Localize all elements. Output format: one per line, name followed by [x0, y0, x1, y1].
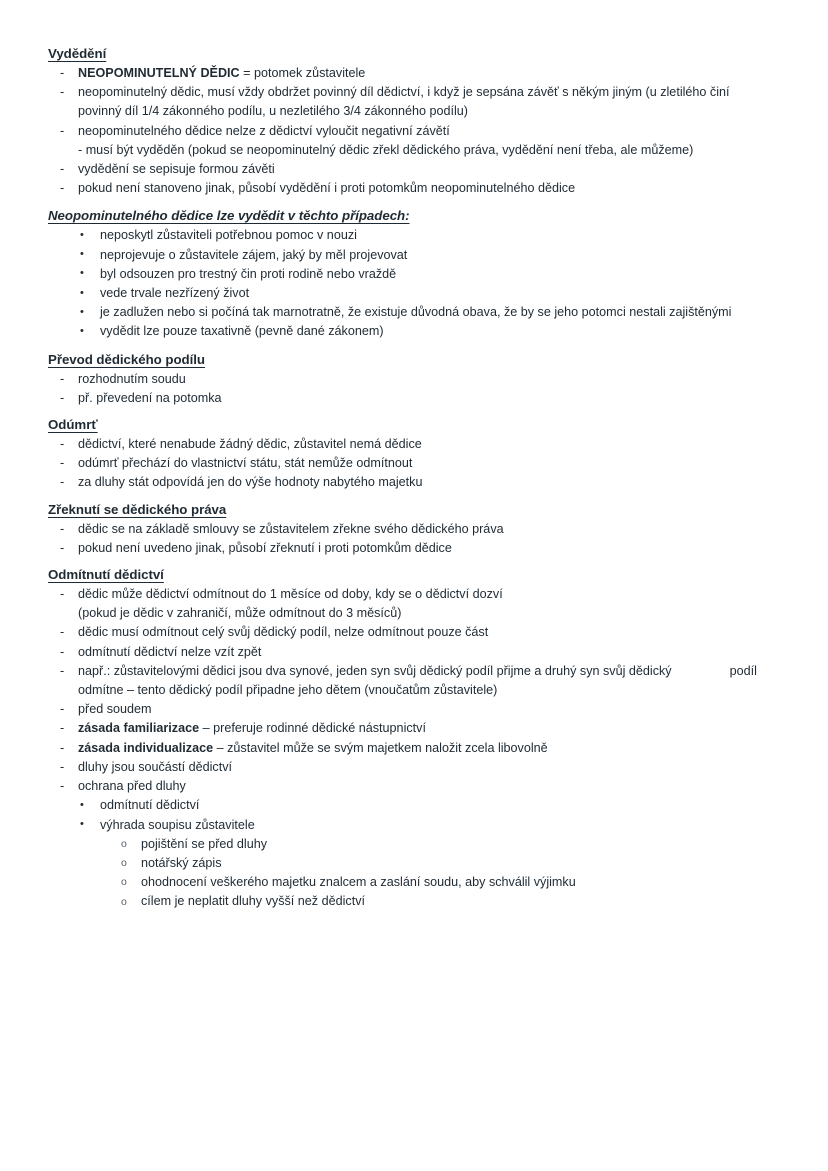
- list-item: [111, 835, 784, 854]
- list-item-text: [78, 739, 784, 758]
- list-item-rest: – zůstavitel může se svým majetkem naložit zcela libovolně: [213, 740, 548, 755]
- list-item-text: ohodnocení veškerého majetku znalcem a zaslání soudu, aby schválil výjimku: [141, 875, 576, 890]
- list-item-text: neprojevuje o zůstavitele zájem, jaký by měl projevovat: [100, 247, 408, 262]
- dash-marker: -: [60, 475, 65, 490]
- dash-marker: -: [60, 181, 65, 196]
- list-item-text: dědic se na základě smlouvy se zůstavitelem zřekne svého dědického práva: [78, 521, 504, 536]
- list-item: [48, 454, 784, 473]
- bullet-marker: •: [80, 798, 84, 811]
- dash-marker: -: [60, 456, 65, 471]
- list-item-text: rozhodnutím soudu: [78, 371, 186, 386]
- list-item-text: cílem je neplatit dluhy vyšší než dědictví: [141, 894, 365, 909]
- dash-marker: -: [60, 740, 65, 755]
- list-item-text: dluhy jsou součástí dědictví: [78, 759, 233, 774]
- list-item-text: odmítnutí dědictví nelze vzít zpět: [78, 644, 262, 659]
- list-prevod-podilu: [48, 370, 784, 408]
- list-item: [48, 389, 784, 408]
- circle-marker: o: [121, 838, 127, 850]
- dash-marker: -: [60, 123, 65, 138]
- section-heading-duvody-vydedeni: Neopominutelného dědice lze vydědit v těchto případech:: [48, 208, 410, 224]
- list-item: [48, 370, 784, 389]
- list-item-text: pojištění se před dluhy: [141, 836, 268, 851]
- bullet-marker: •: [80, 324, 84, 337]
- list-item: [48, 179, 784, 198]
- list-item-text-trailing: podíl: [729, 663, 757, 678]
- section-heading-odmitnuti-dedictvi: Odmítnutí dědictví: [48, 567, 164, 583]
- list-duvody-vydedeni: [48, 226, 784, 341]
- dash-marker: -: [60, 587, 65, 602]
- list-item-continuation: (pokud je dědic v zahraničí, může odmítnout do 3 měsíců): [78, 606, 402, 621]
- list-item-text: dědic musí odmítnout celý svůj dědický podíl, nelze odmítnout pouze část: [78, 625, 489, 640]
- bullet-marker: •: [80, 248, 84, 261]
- list-item-text: ochrana před dluhy: [78, 779, 186, 794]
- list-item: [70, 303, 784, 322]
- list-vydedeni: [48, 64, 784, 198]
- section-duvody-vydedeni: [48, 206, 784, 341]
- list-odumrt: [48, 435, 784, 493]
- list-item-text: [78, 719, 784, 738]
- list-item-text: je zadlužen nebo si počíná tak marnotratně, že existuje důvodná obava, že by se jeho potomci nestali zajištěnými: [100, 305, 732, 320]
- list-item: [111, 873, 784, 892]
- dash-marker: -: [60, 390, 65, 405]
- list-item-text: př. převedení na potomka: [78, 390, 222, 405]
- bold-term: NEOPOMINUTELNÝ DĚDIC: [78, 66, 240, 80]
- dash-marker: -: [60, 759, 65, 774]
- bullet-marker: •: [80, 228, 84, 241]
- list-item: [48, 623, 784, 642]
- list-item: [48, 83, 784, 121]
- list-item-text: dědictví, které nenabude žádný dědic, zůstavitel nemá dědice: [78, 437, 422, 452]
- dash-marker: -: [60, 779, 65, 794]
- list-item-text: dědic může dědictví odmítnout do 1 měsíce od doby, kdy se o dědictví dozví: [78, 587, 503, 602]
- dash-marker: -: [60, 437, 65, 452]
- section-heading-prevod-podilu: Převod dědického podílu: [48, 351, 205, 367]
- list-item-text: neposkytl zůstaviteli potřebnou pomoc v nouzi: [100, 228, 357, 243]
- list-vyhrada-soupisu: [48, 835, 784, 912]
- list-item-text: pokud není stanoveno jinak, působí vydědění i proti potomkům neopominutelného dědice: [78, 181, 576, 196]
- section-zrekunti-prava: [48, 500, 784, 558]
- list-item-rest: – preferuje rodinné dědické nástupnictví: [199, 721, 426, 736]
- bold-term: zásada individualizace: [78, 740, 214, 755]
- section-heading-odumrt: Odúmrť: [48, 417, 98, 433]
- list-item: [48, 539, 784, 558]
- dash-marker: -: [60, 540, 65, 555]
- list-item-rest: = potomek zůstavitele: [239, 66, 366, 80]
- list-item: [48, 739, 784, 758]
- list-item: [48, 473, 784, 492]
- bullet-marker: •: [80, 267, 84, 280]
- list-item: [48, 520, 784, 539]
- list-item-text: vydědit lze pouze taxativně (pevně dané zákonem): [100, 324, 384, 339]
- list-item: [48, 758, 784, 777]
- list-item-text: neopominutelný dědic, musí vždy obdržet povinný díl dědictví, i když je sepsána závěť s někým jiným (u zletilého činí: [78, 85, 730, 100]
- dash-marker: -: [60, 721, 65, 736]
- list-item: [48, 435, 784, 454]
- list-item: [70, 226, 784, 245]
- list-item-text: odmítnutí dědictví: [100, 798, 200, 813]
- list-item: [48, 719, 784, 738]
- section-heading-zrekunti-prava: Zřeknutí se dědického práva: [48, 501, 227, 517]
- circle-marker: o: [121, 895, 127, 908]
- list-odmitnuti-dedictvi: [48, 585, 784, 796]
- bullet-marker: •: [80, 305, 84, 318]
- dash-marker: -: [60, 663, 65, 678]
- list-item-text: vydědění se sepisuje formou závěti: [78, 162, 275, 177]
- circle-marker: o: [121, 857, 127, 870]
- list-item: [111, 892, 784, 911]
- list-item-text: byl odsouzen pro trestný čin proti rodině nebo vraždě: [100, 266, 397, 281]
- list-item: [70, 796, 784, 815]
- list-item: [48, 777, 784, 796]
- section-odumrt: [48, 415, 784, 493]
- bullet-marker: •: [80, 286, 84, 299]
- list-item-text: za dluhy stát odpovídá jen do výše hodnoty nabytého majetku: [78, 475, 423, 490]
- list-zrekunti-prava: [48, 520, 784, 558]
- list-ochrana-pred-dluhy: [48, 796, 784, 834]
- section-odmitnuti-dedictvi: [48, 565, 784, 911]
- list-item-continuation: - musí být vyděděn (pokud se neopominutelný dědic zřekl dědického práva, vydědění není třeba, ale můžeme): [78, 142, 694, 157]
- list-item: [111, 854, 784, 873]
- list-item: [48, 662, 784, 700]
- list-item: [70, 246, 784, 265]
- dash-marker: -: [60, 66, 65, 80]
- list-item-text: pokud není uvedeno jinak, působí zřeknutí i proti potomkům dědice: [78, 540, 452, 555]
- list-item: [70, 322, 784, 341]
- list-item-text: notářský zápis: [141, 855, 222, 870]
- list-item: [48, 643, 784, 662]
- bullet-marker: •: [80, 818, 84, 830]
- dash-marker: -: [60, 85, 65, 100]
- list-item: [48, 64, 784, 83]
- section-vydedeni: [48, 44, 784, 198]
- list-item-text: před soudem: [78, 702, 152, 717]
- dash-marker: -: [60, 702, 65, 717]
- circle-marker: o: [121, 876, 127, 889]
- section-prevod-podilu: [48, 350, 784, 408]
- dash-marker: -: [60, 162, 65, 177]
- dash-marker: -: [60, 625, 65, 640]
- list-item-text: vede trvale nezřízený život: [100, 286, 250, 301]
- dash-marker: -: [60, 521, 65, 536]
- list-item: [48, 585, 784, 623]
- bold-term: zásada familiarizace: [78, 721, 200, 736]
- list-item: [70, 265, 784, 284]
- dash-marker: -: [60, 644, 65, 659]
- list-item-text: neopominutelného dědice nelze z dědictví vyloučit negativní závětí: [78, 123, 450, 138]
- list-item-continuation: povinný díl 1/4 zákonného podílu, u nezletilého 3/4 zákonného podílu): [78, 104, 468, 119]
- list-item: [70, 284, 784, 303]
- list-item-text: odúmrť přechází do vlastnictví státu, stát nemůže odmítnout: [78, 456, 413, 471]
- list-item-continuation: odmítne – tento dědický podíl připadne jeho dětem (vnoučatům zůstavitele): [78, 683, 498, 698]
- list-item-text: výhrada soupisu zůstavitele: [100, 817, 255, 832]
- document-body: [48, 44, 784, 912]
- section-heading-vydedeni: Vydědění: [48, 46, 107, 61]
- list-item: [48, 700, 784, 719]
- list-item: [48, 160, 784, 179]
- list-item-text-main: např.: zůstavitelovými dědici jsou dva synové, jeden syn svůj dědický podíl přijme a druhý syn svůj dědický: [78, 663, 672, 678]
- list-item: [48, 122, 784, 160]
- dash-marker: -: [60, 371, 65, 386]
- list-item-text: [78, 64, 784, 83]
- list-item-text: [78, 662, 784, 681]
- list-item: [70, 816, 784, 835]
